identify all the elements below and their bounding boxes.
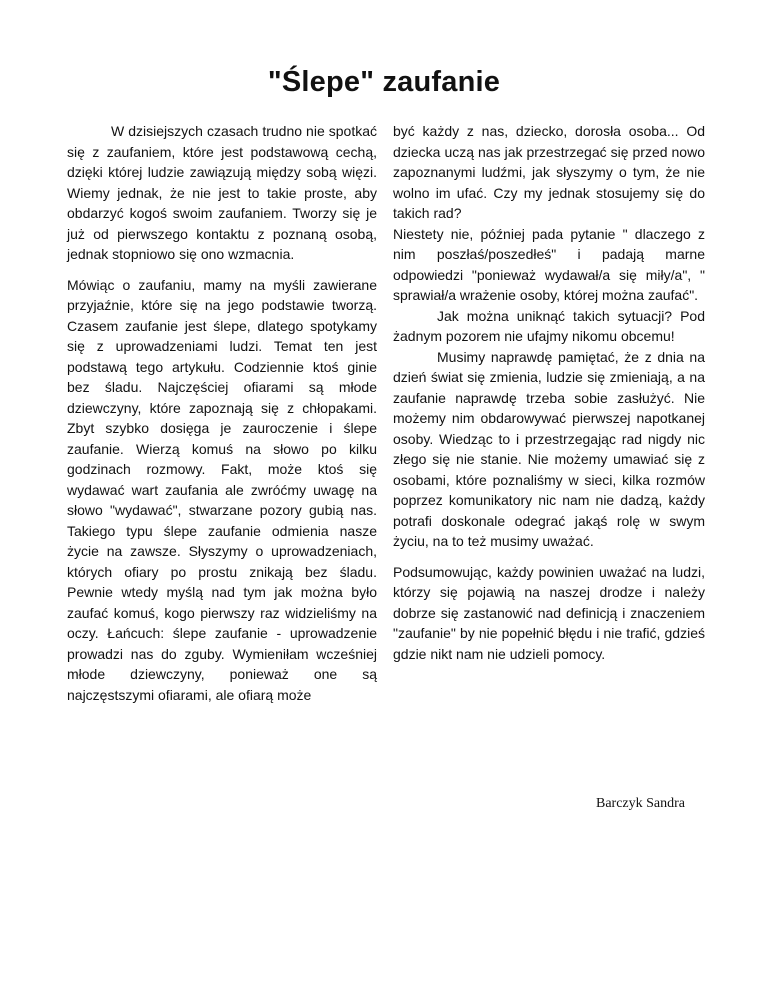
paragraph: W dzisiejszych czasach trudno nie spotkać się z zaufaniem, które jest podstawową cechą, dzięki której ludzie zawiązują między sobą więzi. Wiemy jednak, że nie jest to takie proste, aby obdarzyć kogoś swoim zaufaniem. Tworzy się je już od pierwszego kontaktu z poznaną osobą, jednak stopniowo się ono wzmacnia.	[67, 123, 377, 262]
right-column	[393, 121, 705, 664]
article-title: "Ślepe" zaufanie	[267, 66, 501, 98]
paragraph: być każdy z nas, dziecko, dorosła osoba... Od dziecka uczą nas jak przestrzegać się przed nowo zapoznanymi ludźmi, jak słyszymy o tym, że nie wolno im ufać. Czy my jednak stosujemy się do takich rad?	[393, 123, 705, 221]
left-column	[67, 121, 377, 705]
paragraph: Podsumowując, każdy powinien uważać na ludzi, którzy się pojawią na naszej drodze i należy dobrze się zastanowić nad definicją i znaczeniem "zaufanie" by nie popełnić błędu i nie trafić, gdzieś gdzie nikt nam nie udzieli pomocy.	[393, 563, 705, 662]
paragraph: Jak można uniknąć takich sytuacji? Pod żadnym pozorem nie ufajmy nikomu obcemu!	[393, 307, 705, 344]
paragraph: Niestety nie, później pada pytanie " dlaczego z nim poszłaś/poszedłeś" i padają marne odpowiedzi "ponieważ wydawał/a się miły/a", " sprawiał/a wrażenie osoby, której można zaufać".	[393, 225, 705, 303]
paragraph: Musimy naprawdę pamiętać, że z dnia na dzień świat się zmienia, ludzie się zmieniają, a na zaufanie naprawdę trzeba sobie zasłużyć. Nie możemy nim obdarowywać pierwszej napotkanej osoby. Wiedząc to i przestrzegając rad nigdy nic złego się nie stanie. Nie możemy umawiać się z osobami, które poznaliśmy w sieci, kilka rozmów poprzez komunikatory nic nam nie dadzą, każdy potrafi doskonale odegrać jakąś rolę w swym życiu, na to też musimy uważać.	[393, 348, 705, 549]
author-signature: Barczyk Sandra	[596, 796, 686, 811]
paragraph: Mówiąc o zaufaniu, mamy na myśli zawierane przyjaźnie, które się na jego podstawie tworzą. Czasem zaufanie jest ślepe, dlatego spotykamy się z uprowadzeniami ludzi. Temat ten jest podstawą tego artykułu. Codziennie ktoś ginie bez śladu. Najczęściej ofiarami są młode dziewczyny, które zapoznają się z chłopakami. Zbyt szybko dosięga je zauroczenie i ślepe zaufanie. Wierzą komuś na słowo po kilku godzinach rozmowy. Fakt, może ktoś się wydawać wart zaufania ale zwróćmy uwagę na słowo "wydawać", stwarzane pozory gubią nas. Takiego typu ślepe zaufanie odmienia nasze życie na zawsze. Słyszymy o uprowadzeniach, których ofiary po prostu znikają bez śladu. Pewnie wtedy myślą nad tym jak można było zaufać komuś, kogo pierwszy raz widzieliśmy na oczy. Łańcuch: ślepe zaufanie - uprowadzenie prowadzi nas do zguby. Wymieniłam wcześniej młode dziewczyny, ponieważ one są najczęstszymi ofiarami, ale ofiarą może	[67, 276, 377, 703]
